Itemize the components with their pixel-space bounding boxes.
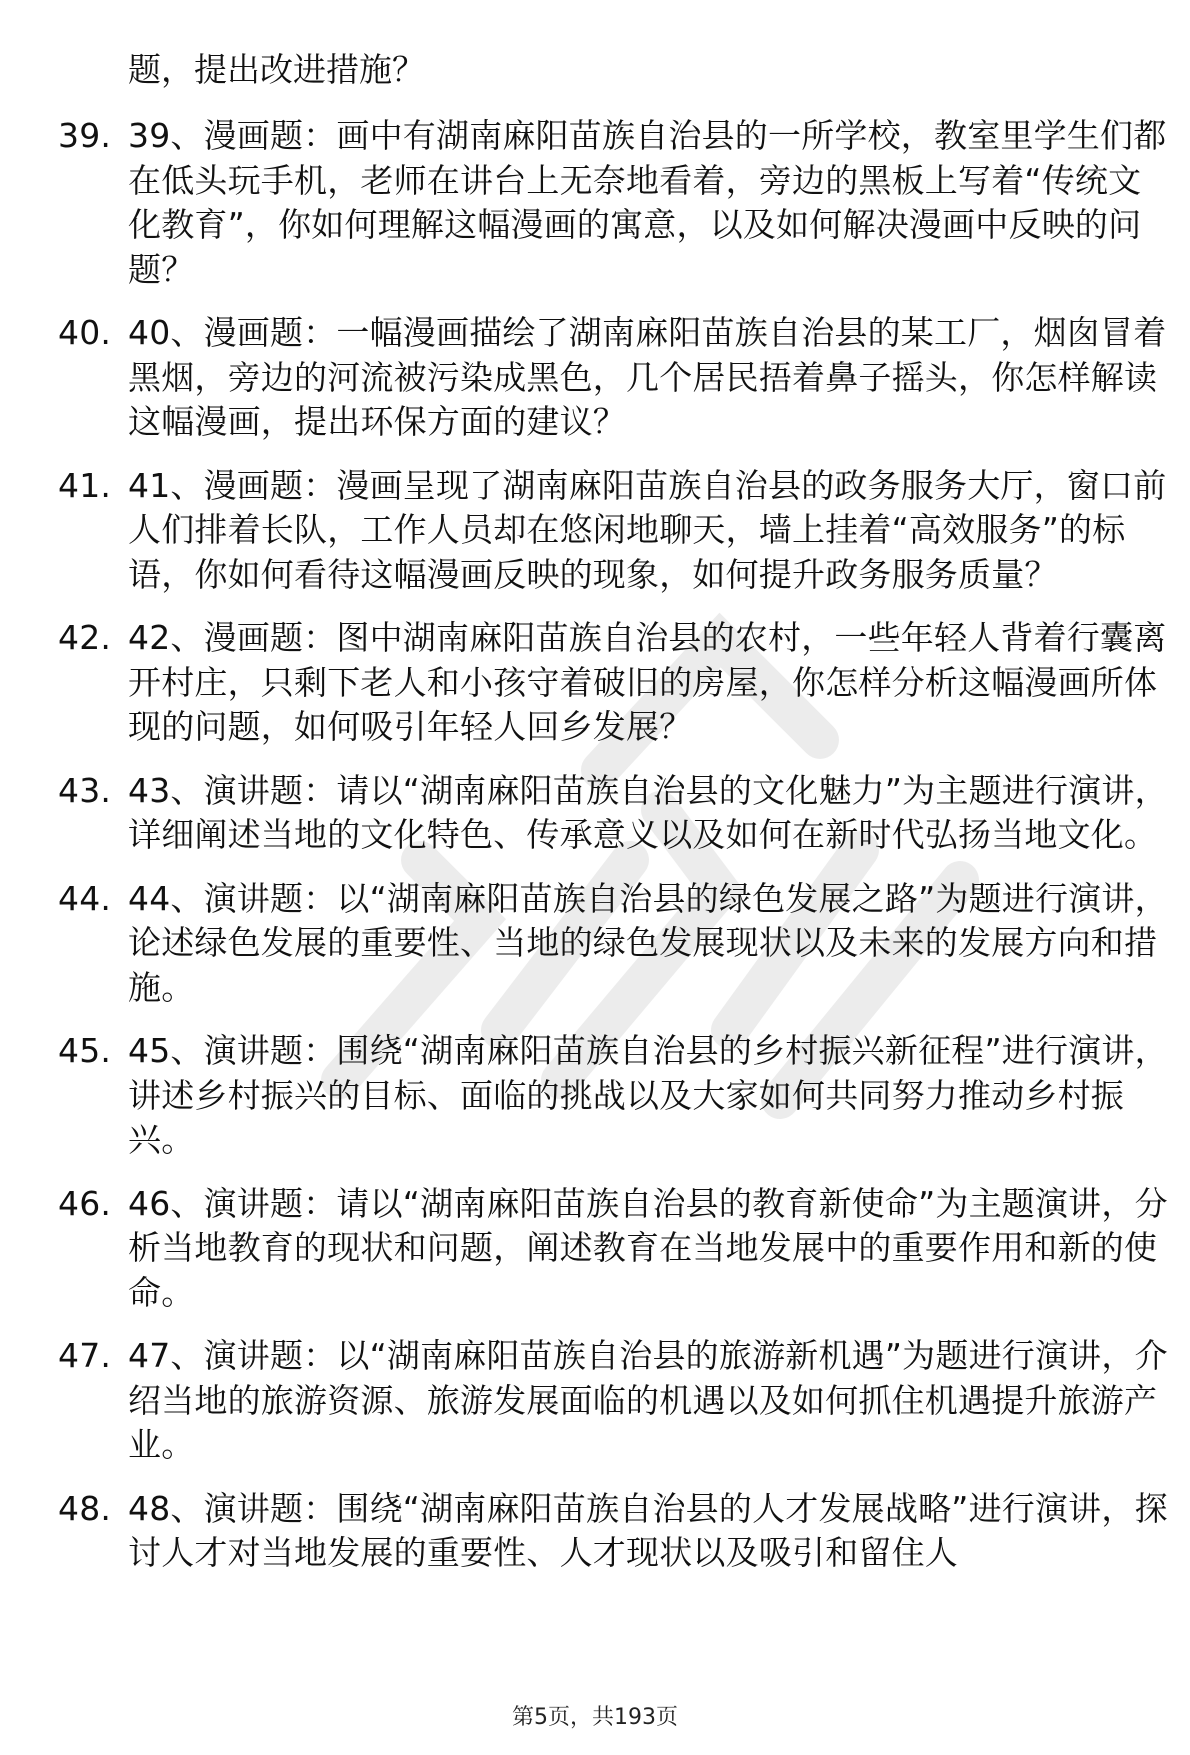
item-number: 40. xyxy=(58,313,112,352)
item-number: 48. xyxy=(58,1488,112,1528)
page-number-footer: 第5页，共193页 xyxy=(512,1705,678,1730)
item-text: 39、漫画题：画中有湖南麻阳苗族自治县的一所学校，教室里学生们都在低头玩手机，老师在讲台上无奈地看着，旁边的黑板上写着“传统文化教育”，你如何理解这幅漫画的寓意，以及如何解决漫画中反映的问题？ xyxy=(128,116,1167,289)
item-text: 46、演讲题：请以“湖南麻阳苗族自治县的教育新使命”为主题演讲，分析当地教育的现状和问题，阐述教育在当地发展中的重要作用和新的使命。 xyxy=(128,1183,1168,1312)
item-number: 44. xyxy=(58,878,112,918)
item-text: 44、演讲题：以“湖南麻阳苗族自治县的绿色发展之路”为题进行演讲，论述绿色发展的重要性、当地的绿色发展现状以及未来的发展方向和措施。 xyxy=(128,878,1168,1007)
list-item xyxy=(0,311,1168,445)
item-text: 42、漫画题：图中湖南麻阳苗族自治县的农村，一些年轻人背着行囊离开村庄，只剩下老人和小孩守着破旧的房屋，你怎样分析这幅漫画所体现的问题，如何吸引年轻人回乡发展？ xyxy=(128,618,1167,746)
list-item xyxy=(0,464,1168,598)
item-number: 46. xyxy=(58,1183,112,1223)
item-text: 43、演讲题：请以“湖南麻阳苗族自治县的文化魅力”为主题进行演讲，详细阐述当地的文化特色、传承意义以及如何在新时代弘扬当地文化。 xyxy=(128,770,1168,854)
item-number: 41. xyxy=(58,465,112,505)
item-number: 45. xyxy=(58,1031,112,1070)
list-item xyxy=(0,1487,1168,1576)
item-text: 41、漫画题：漫画呈现了湖南麻阳苗族自治县的政务服务大厅，窗口前人们排着长队，工作人员却在悠闲地聊天，墙上挂着“高效服务”的标语，你如何看待这幅漫画反映的现象，如何提升政务服务质量？ xyxy=(128,465,1167,594)
question-list xyxy=(0,114,1190,1595)
list-item xyxy=(0,769,1168,858)
list-item xyxy=(0,877,1168,1011)
item-number: 47. xyxy=(58,1336,112,1375)
item-text: 47、演讲题：以“湖南麻阳苗族自治县的旅游新机遇”为题进行演讲，介绍当地的旅游资源、旅游发展面临的机遇以及如何抓住机遇提升旅游产业。 xyxy=(128,1336,1168,1464)
list-item xyxy=(0,1182,1168,1316)
list-item xyxy=(0,114,1168,292)
item-text: 40、漫画题：一幅漫画描绘了湖南麻阳苗族自治县的某工厂，烟囱冒着黑烟，旁边的河流被污染成黑色，几个居民捂着鼻子摇头，你怎样解读这幅漫画，提出环保方面的建议？ xyxy=(128,313,1167,441)
item-text: 45、演讲题：围绕“湖南麻阳苗族自治县的乡村振兴新征程”进行演讲，讲述乡村振兴的目标、面临的挑战以及大家如何共同努力推动乡村振兴。 xyxy=(128,1031,1168,1159)
list-item xyxy=(0,1029,1168,1163)
item-number: 39. xyxy=(58,116,112,155)
item-number: 43. xyxy=(58,770,112,810)
list-item xyxy=(0,1334,1168,1468)
continued-question-text: 题，提出改进措施？ xyxy=(128,50,425,89)
list-item xyxy=(0,616,1168,750)
item-text: 48、演讲题：围绕“湖南麻阳苗族自治县的人才发展战略”进行演讲，探讨人才对当地发展的重要性、人才现状以及吸引和留住人 xyxy=(128,1488,1168,1572)
item-number: 42. xyxy=(58,618,112,657)
